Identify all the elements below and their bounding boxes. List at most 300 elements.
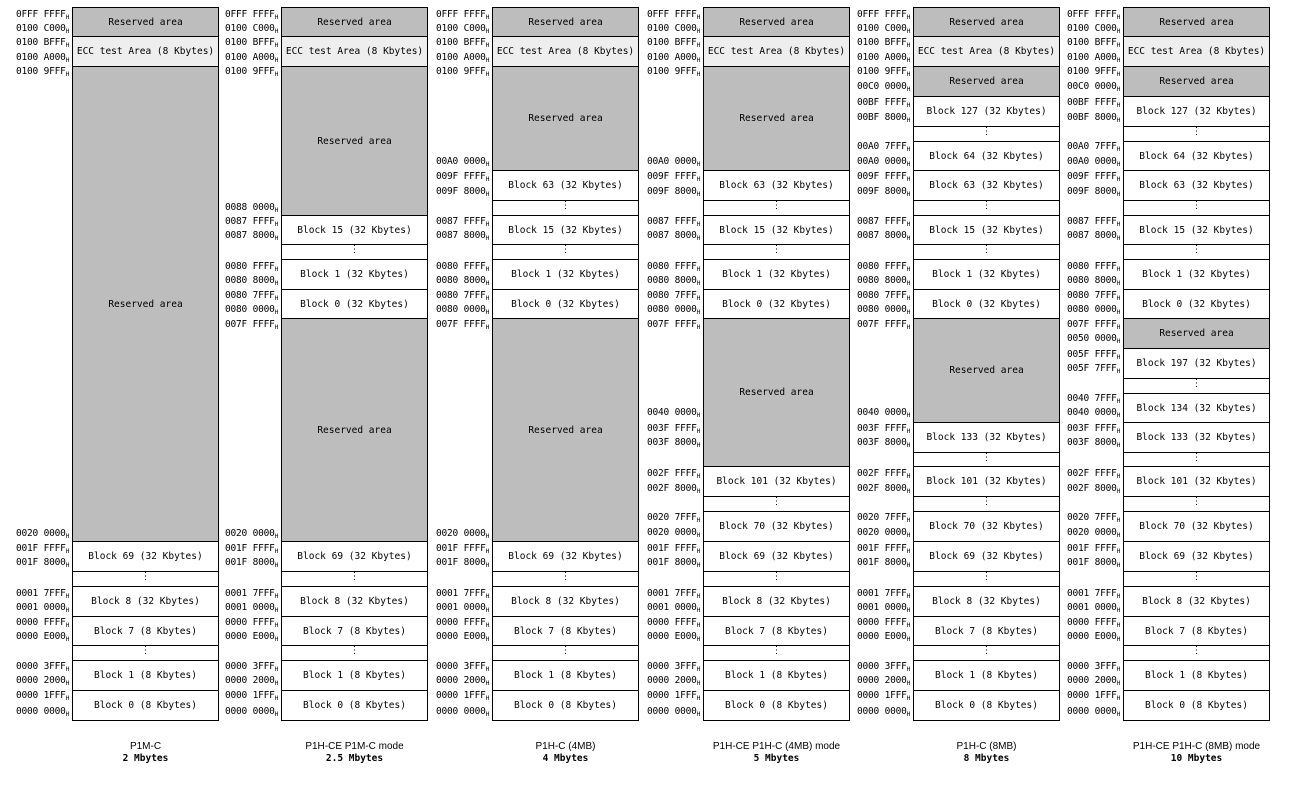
hex-suffix: H	[485, 562, 490, 569]
ellipsis-gap: ⋮	[281, 244, 428, 260]
hex-suffix: H	[485, 295, 490, 302]
address-label	[436, 707, 489, 717]
address-value: 009F 8000	[436, 186, 486, 197]
ellipsis-gap: ⋮	[1123, 200, 1270, 216]
address-label	[1067, 291, 1120, 301]
address-label	[225, 24, 278, 34]
address-value: 007F FFFF	[1067, 319, 1117, 330]
hex-suffix: H	[906, 191, 911, 198]
address-value: 0080 FFFF	[647, 261, 697, 272]
address-value: 002F FFFF	[647, 468, 697, 479]
address-label	[16, 24, 69, 34]
address-label	[436, 276, 489, 286]
memory-block-ecc-test-area-8-kbytes: ECC test Area (8 Kbytes)	[492, 36, 639, 67]
address-label	[857, 157, 910, 167]
hex-suffix: H	[696, 488, 701, 495]
hex-suffix: H	[906, 548, 911, 555]
address-value: 003F FFFF	[647, 423, 697, 434]
memory-block-block-1-32-kbytes: Block 1 (32 Kbytes)	[492, 259, 639, 290]
address-label	[225, 262, 278, 272]
memory-block-block-8-32-kbytes: Block 8 (32 Kbytes)	[1123, 586, 1270, 617]
hex-suffix: H	[1116, 368, 1121, 375]
address-value: 005F FFFF	[1067, 349, 1117, 360]
address-value: 0000 E000	[225, 631, 275, 642]
address-value: 0087 8000	[857, 230, 907, 241]
hex-suffix: H	[906, 711, 911, 718]
address-label	[436, 691, 489, 701]
address-label	[1067, 544, 1120, 554]
address-value: 0100 A000	[1067, 52, 1117, 63]
memory-block-ecc-test-area-8-kbytes: ECC test Area (8 Kbytes)	[1123, 36, 1270, 67]
address-value: 0100 9FFF	[857, 66, 907, 77]
address-value: 0020 0000	[1067, 527, 1117, 538]
address-value: 0087 8000	[436, 230, 486, 241]
address-value: 0087 8000	[647, 230, 697, 241]
hex-suffix: H	[1116, 562, 1121, 569]
hex-suffix: H	[696, 517, 701, 524]
hex-suffix: H	[65, 548, 70, 555]
memory-block-block-7-8-kbytes: Block 7 (8 Kbytes)	[72, 616, 219, 646]
address-label	[1067, 408, 1120, 418]
hex-suffix: H	[696, 235, 701, 242]
hex-suffix: H	[1116, 695, 1121, 702]
hex-suffix: H	[906, 146, 911, 153]
address-value: 0000 0000	[16, 706, 66, 717]
address-value: 002F 8000	[1067, 483, 1117, 494]
address-label	[16, 707, 69, 717]
address-label	[857, 291, 910, 301]
address-label	[16, 632, 69, 642]
hex-suffix: H	[485, 666, 490, 673]
address-value: 0000 FFFF	[225, 617, 275, 628]
address-label	[16, 10, 69, 20]
ellipsis-gap: ⋮	[1123, 244, 1270, 260]
memory-block-ecc-test-area-8-kbytes: ECC test Area (8 Kbytes)	[72, 36, 219, 67]
address-label	[436, 53, 489, 63]
hex-suffix: H	[65, 711, 70, 718]
address-label	[647, 632, 700, 642]
hex-suffix: H	[906, 666, 911, 673]
hex-suffix: H	[485, 28, 490, 35]
address-value: 0000 0000	[857, 706, 907, 717]
address-label	[225, 217, 278, 227]
hex-suffix: H	[696, 593, 701, 600]
memory-block-block-70-32-kbytes: Block 70 (32 Kbytes)	[1123, 511, 1270, 542]
address-label	[1067, 142, 1120, 152]
hex-suffix: H	[274, 42, 279, 49]
address-label	[857, 424, 910, 434]
hex-suffix: H	[696, 442, 701, 449]
hex-suffix: H	[1116, 146, 1121, 153]
address-value: 0000 3FFF	[647, 661, 697, 672]
address-label	[857, 603, 910, 613]
memory-block-reserved-area: Reserved area	[492, 318, 639, 542]
address-label	[857, 484, 910, 494]
address-label	[16, 603, 69, 613]
address-label	[857, 217, 910, 227]
address-label	[1067, 82, 1120, 92]
address-label	[436, 544, 489, 554]
address-value: 003F FFFF	[1067, 423, 1117, 434]
address-label	[647, 662, 700, 672]
address-value: 00BF FFFF	[857, 97, 907, 108]
memory-block-reserved-area: Reserved area	[1123, 7, 1270, 37]
ellipsis-gap: ⋮	[703, 645, 850, 661]
memory-block-block-1-8-kbytes: Block 1 (8 Kbytes)	[1123, 660, 1270, 691]
memory-block-block-64-32-kbytes: Block 64 (32 Kbytes)	[913, 141, 1060, 171]
memory-block-block-127-32-kbytes: Block 127 (32 Kbytes)	[1123, 96, 1270, 127]
hex-suffix: H	[485, 191, 490, 198]
device-name: P1H-C (8MB)	[956, 741, 1017, 752]
memory-block-block-7-8-kbytes: Block 7 (8 Kbytes)	[281, 616, 428, 646]
address-value: 0000 1FFF	[225, 690, 275, 701]
address-label	[436, 305, 489, 315]
address-value: 0000 FFFF	[1067, 617, 1117, 628]
address-label	[436, 618, 489, 628]
address-value: 001F FFFF	[1067, 543, 1117, 554]
address-label	[647, 262, 700, 272]
address-label	[436, 10, 489, 20]
ellipsis-gap: ⋮	[281, 645, 428, 661]
address-label	[1067, 484, 1120, 494]
address-label	[1067, 394, 1120, 404]
address-label	[1067, 618, 1120, 628]
memory-block-reserved-area: Reserved area	[703, 7, 850, 37]
hex-suffix: H	[485, 593, 490, 600]
hex-suffix: H	[274, 71, 279, 78]
memory-block-reserved-area: Reserved area	[913, 7, 1060, 37]
address-label	[647, 589, 700, 599]
hex-suffix: H	[65, 533, 70, 540]
memory-block-ecc-test-area-8-kbytes: ECC test Area (8 Kbytes)	[281, 36, 428, 67]
address-value: 0080 0000	[436, 304, 486, 315]
hex-suffix: H	[906, 593, 911, 600]
address-value: 0001 0000	[225, 602, 275, 613]
address-label	[857, 691, 910, 701]
address-value: 0001 7FFF	[857, 588, 907, 599]
memory-block-block-8-32-kbytes: Block 8 (32 Kbytes)	[281, 586, 428, 617]
hex-suffix: H	[274, 607, 279, 614]
address-value: 0087 FFFF	[857, 216, 907, 227]
address-label	[225, 231, 278, 241]
column-caption	[456, 740, 676, 764]
address-label	[857, 82, 910, 92]
address-value: 0087 8000	[1067, 230, 1117, 241]
address-value: 002F FFFF	[1067, 468, 1117, 479]
address-value: 0100 9FFF	[225, 66, 275, 77]
address-value: 0001 7FFF	[16, 588, 66, 599]
address-value: 001F FFFF	[225, 543, 275, 554]
address-value: 007F FFFF	[647, 319, 697, 330]
flash-size: 10 Mbytes	[1170, 753, 1223, 764]
ellipsis-gap: ⋮	[703, 244, 850, 260]
address-label	[16, 691, 69, 701]
hex-suffix: H	[1116, 412, 1121, 419]
memory-block-block-0-8-kbytes: Block 0 (8 Kbytes)	[492, 690, 639, 721]
address-label	[16, 544, 69, 554]
address-value: 0000 1FFF	[16, 690, 66, 701]
column-caption	[667, 740, 887, 764]
memory-block-block-1-32-kbytes: Block 1 (32 Kbytes)	[1123, 259, 1270, 290]
address-value: 0FFF FFFF	[857, 9, 907, 20]
address-label	[647, 691, 700, 701]
address-value: 0080 8000	[436, 275, 486, 286]
memory-block-block-7-8-kbytes: Block 7 (8 Kbytes)	[913, 616, 1060, 646]
hex-suffix: H	[274, 57, 279, 64]
address-label	[857, 513, 910, 523]
address-value: 0000 2000	[16, 675, 66, 686]
ellipsis-gap: ⋮	[281, 571, 428, 587]
address-value: 0100 A000	[647, 52, 697, 63]
memory-block-block-69-32-kbytes: Block 69 (32 Kbytes)	[703, 541, 850, 572]
address-value: 0100 BFFF	[647, 37, 697, 48]
address-value: 0040 0000	[647, 407, 697, 418]
memory-block-reserved-area: Reserved area	[1123, 318, 1270, 349]
hex-suffix: H	[1116, 161, 1121, 168]
hex-suffix: H	[906, 442, 911, 449]
hex-suffix: H	[1116, 309, 1121, 316]
address-value: 001F FFFF	[857, 543, 907, 554]
memory-block-block-63-32-kbytes: Block 63 (32 Kbytes)	[492, 170, 639, 201]
address-label	[436, 24, 489, 34]
address-value: 0000 2000	[225, 675, 275, 686]
hex-suffix: H	[906, 161, 911, 168]
address-value: 0000 E000	[857, 631, 907, 642]
hex-suffix: H	[65, 607, 70, 614]
address-label	[857, 589, 910, 599]
address-label	[857, 320, 910, 330]
hex-suffix: H	[906, 235, 911, 242]
address-value: 0080 7FFF	[647, 290, 697, 301]
address-label	[436, 217, 489, 227]
ellipsis-gap: ⋮	[913, 126, 1060, 142]
hex-suffix: H	[1116, 666, 1121, 673]
ellipsis-gap: ⋮	[492, 244, 639, 260]
hex-suffix: H	[906, 71, 911, 78]
address-value: 0000 FFFF	[857, 617, 907, 628]
hex-suffix: H	[906, 102, 911, 109]
hex-suffix: H	[65, 57, 70, 64]
hex-suffix: H	[696, 548, 701, 555]
address-label	[857, 172, 910, 182]
hex-suffix: H	[1116, 354, 1121, 361]
address-value: 0050 0000	[1067, 333, 1117, 344]
memory-block-block-1-8-kbytes: Block 1 (8 Kbytes)	[281, 660, 428, 691]
address-label	[1067, 632, 1120, 642]
ellipsis-gap: ⋮	[703, 571, 850, 587]
address-label	[1067, 676, 1120, 686]
address-label	[1067, 262, 1120, 272]
address-value: 001F 8000	[436, 557, 486, 568]
address-label	[225, 203, 278, 213]
memory-block-reserved-area: Reserved area	[913, 318, 1060, 423]
address-label	[647, 544, 700, 554]
address-label	[1067, 364, 1120, 374]
hex-suffix: H	[274, 309, 279, 316]
memory-block-block-1-8-kbytes: Block 1 (8 Kbytes)	[72, 660, 219, 691]
address-value: 009F FFFF	[857, 171, 907, 182]
hex-suffix: H	[1116, 42, 1121, 49]
address-label	[857, 707, 910, 717]
address-value: 0000 1FFF	[1067, 690, 1117, 701]
hex-suffix: H	[1116, 191, 1121, 198]
memory-block-block-1-8-kbytes: Block 1 (8 Kbytes)	[703, 660, 850, 691]
hex-suffix: H	[696, 711, 701, 718]
hex-suffix: H	[1116, 680, 1121, 687]
address-value: 0001 0000	[857, 602, 907, 613]
hex-suffix: H	[1116, 295, 1121, 302]
hex-suffix: H	[906, 695, 911, 702]
address-label	[647, 513, 700, 523]
hex-suffix: H	[485, 235, 490, 242]
address-value: 0080 0000	[1067, 304, 1117, 315]
hex-suffix: H	[696, 428, 701, 435]
address-label	[1067, 113, 1120, 123]
address-value: 0080 8000	[1067, 275, 1117, 286]
address-value: 00BF FFFF	[1067, 97, 1117, 108]
address-value: 0000 2000	[436, 675, 486, 686]
address-value: 005F 7FFF	[1067, 363, 1117, 374]
address-value: 0000 3FFF	[436, 661, 486, 672]
memory-block-block-69-32-kbytes: Block 69 (32 Kbytes)	[281, 541, 428, 572]
address-value: 0001 0000	[647, 602, 697, 613]
memory-block-block-101-32-kbytes: Block 101 (32 Kbytes)	[913, 466, 1060, 497]
ellipsis-gap: ⋮	[492, 645, 639, 661]
address-label	[857, 618, 910, 628]
hex-suffix: H	[1116, 636, 1121, 643]
address-label	[436, 529, 489, 539]
address-label	[225, 10, 278, 20]
memory-block-block-1-8-kbytes: Block 1 (8 Kbytes)	[492, 660, 639, 691]
address-label	[1067, 305, 1120, 315]
address-value: 0100 C000	[1067, 23, 1117, 34]
address-value: 0000 3FFF	[225, 661, 275, 672]
hex-suffix: H	[696, 266, 701, 273]
address-label	[225, 676, 278, 686]
hex-suffix: H	[1116, 14, 1121, 21]
address-value: 0FFF FFFF	[16, 9, 66, 20]
address-label	[647, 603, 700, 613]
address-value: 00A0 7FFF	[857, 141, 907, 152]
hex-suffix: H	[1116, 398, 1121, 405]
hex-suffix: H	[485, 324, 490, 331]
address-value: 0001 7FFF	[1067, 588, 1117, 599]
hex-suffix: H	[274, 28, 279, 35]
address-label	[436, 231, 489, 241]
address-label	[857, 24, 910, 34]
hex-suffix: H	[906, 57, 911, 64]
address-value: 0001 0000	[436, 602, 486, 613]
address-value: 0088 0000	[225, 202, 275, 213]
address-label	[1067, 662, 1120, 672]
address-value: 0000 FFFF	[647, 617, 697, 628]
memory-block-block-64-32-kbytes: Block 64 (32 Kbytes)	[1123, 141, 1270, 171]
hex-suffix: H	[696, 412, 701, 419]
address-value: 0020 7FFF	[857, 512, 907, 523]
ellipsis-gap: ⋮	[913, 244, 1060, 260]
hex-suffix: H	[906, 280, 911, 287]
address-value: 002F FFFF	[857, 468, 907, 479]
memory-block-block-69-32-kbytes: Block 69 (32 Kbytes)	[72, 541, 219, 572]
address-value: 003F FFFF	[857, 423, 907, 434]
hex-suffix: H	[906, 14, 911, 21]
ellipsis-gap: ⋮	[913, 645, 1060, 661]
address-value: 0100 C000	[16, 23, 66, 34]
hex-suffix: H	[274, 622, 279, 629]
hex-suffix: H	[1116, 488, 1121, 495]
hex-suffix: H	[274, 280, 279, 287]
hex-suffix: H	[1116, 517, 1121, 524]
address-value: 001F FFFF	[16, 543, 66, 554]
address-value: 0080 FFFF	[225, 261, 275, 272]
address-label	[857, 408, 910, 418]
address-label	[225, 603, 278, 613]
memory-block-reserved-area: Reserved area	[72, 7, 219, 37]
hex-suffix: H	[696, 562, 701, 569]
address-label	[436, 603, 489, 613]
hex-suffix: H	[274, 695, 279, 702]
hex-suffix: H	[1116, 593, 1121, 600]
hex-suffix: H	[696, 42, 701, 49]
hex-suffix: H	[906, 176, 911, 183]
address-label	[16, 53, 69, 63]
address-label	[436, 632, 489, 642]
address-label	[857, 231, 910, 241]
hex-suffix: H	[65, 14, 70, 21]
column-caption	[1087, 740, 1290, 764]
address-value: 003F 8000	[1067, 437, 1117, 448]
address-label	[857, 187, 910, 197]
memory-block-block-0-32-kbytes: Block 0 (32 Kbytes)	[1123, 289, 1270, 319]
address-label	[647, 676, 700, 686]
hex-suffix: H	[485, 607, 490, 614]
hex-suffix: H	[1116, 442, 1121, 449]
hex-suffix: H	[274, 324, 279, 331]
address-value: 0100 BFFF	[436, 37, 486, 48]
address-label	[1067, 691, 1120, 701]
address-value: 0100 C000	[857, 23, 907, 34]
address-label	[225, 276, 278, 286]
address-label	[857, 53, 910, 63]
hex-suffix: H	[906, 532, 911, 539]
address-value: 0087 FFFF	[436, 216, 486, 227]
hex-suffix: H	[906, 324, 911, 331]
address-label	[1067, 217, 1120, 227]
address-label	[436, 187, 489, 197]
address-value: 0040 0000	[1067, 407, 1117, 418]
hex-suffix: H	[485, 221, 490, 228]
hex-suffix: H	[1116, 324, 1121, 331]
address-value: 009F 8000	[1067, 186, 1117, 197]
hex-suffix: H	[1116, 548, 1121, 555]
address-label	[647, 231, 700, 241]
address-value: 0100 A000	[857, 52, 907, 63]
hex-suffix: H	[485, 533, 490, 540]
address-label	[225, 305, 278, 315]
hex-suffix: H	[65, 622, 70, 629]
memory-block-reserved-area: Reserved area	[492, 7, 639, 37]
hex-suffix: H	[65, 666, 70, 673]
device-name: P1H-CE P1M-C mode	[305, 741, 404, 752]
device-name: P1H-C (4MB)	[535, 741, 596, 752]
memory-block-block-0-8-kbytes: Block 0 (8 Kbytes)	[703, 690, 850, 721]
address-label	[436, 291, 489, 301]
ellipsis-gap: ⋮	[492, 200, 639, 216]
address-value: 001F 8000	[16, 557, 66, 568]
hex-suffix: H	[485, 280, 490, 287]
column-caption	[36, 740, 256, 764]
hex-suffix: H	[906, 636, 911, 643]
